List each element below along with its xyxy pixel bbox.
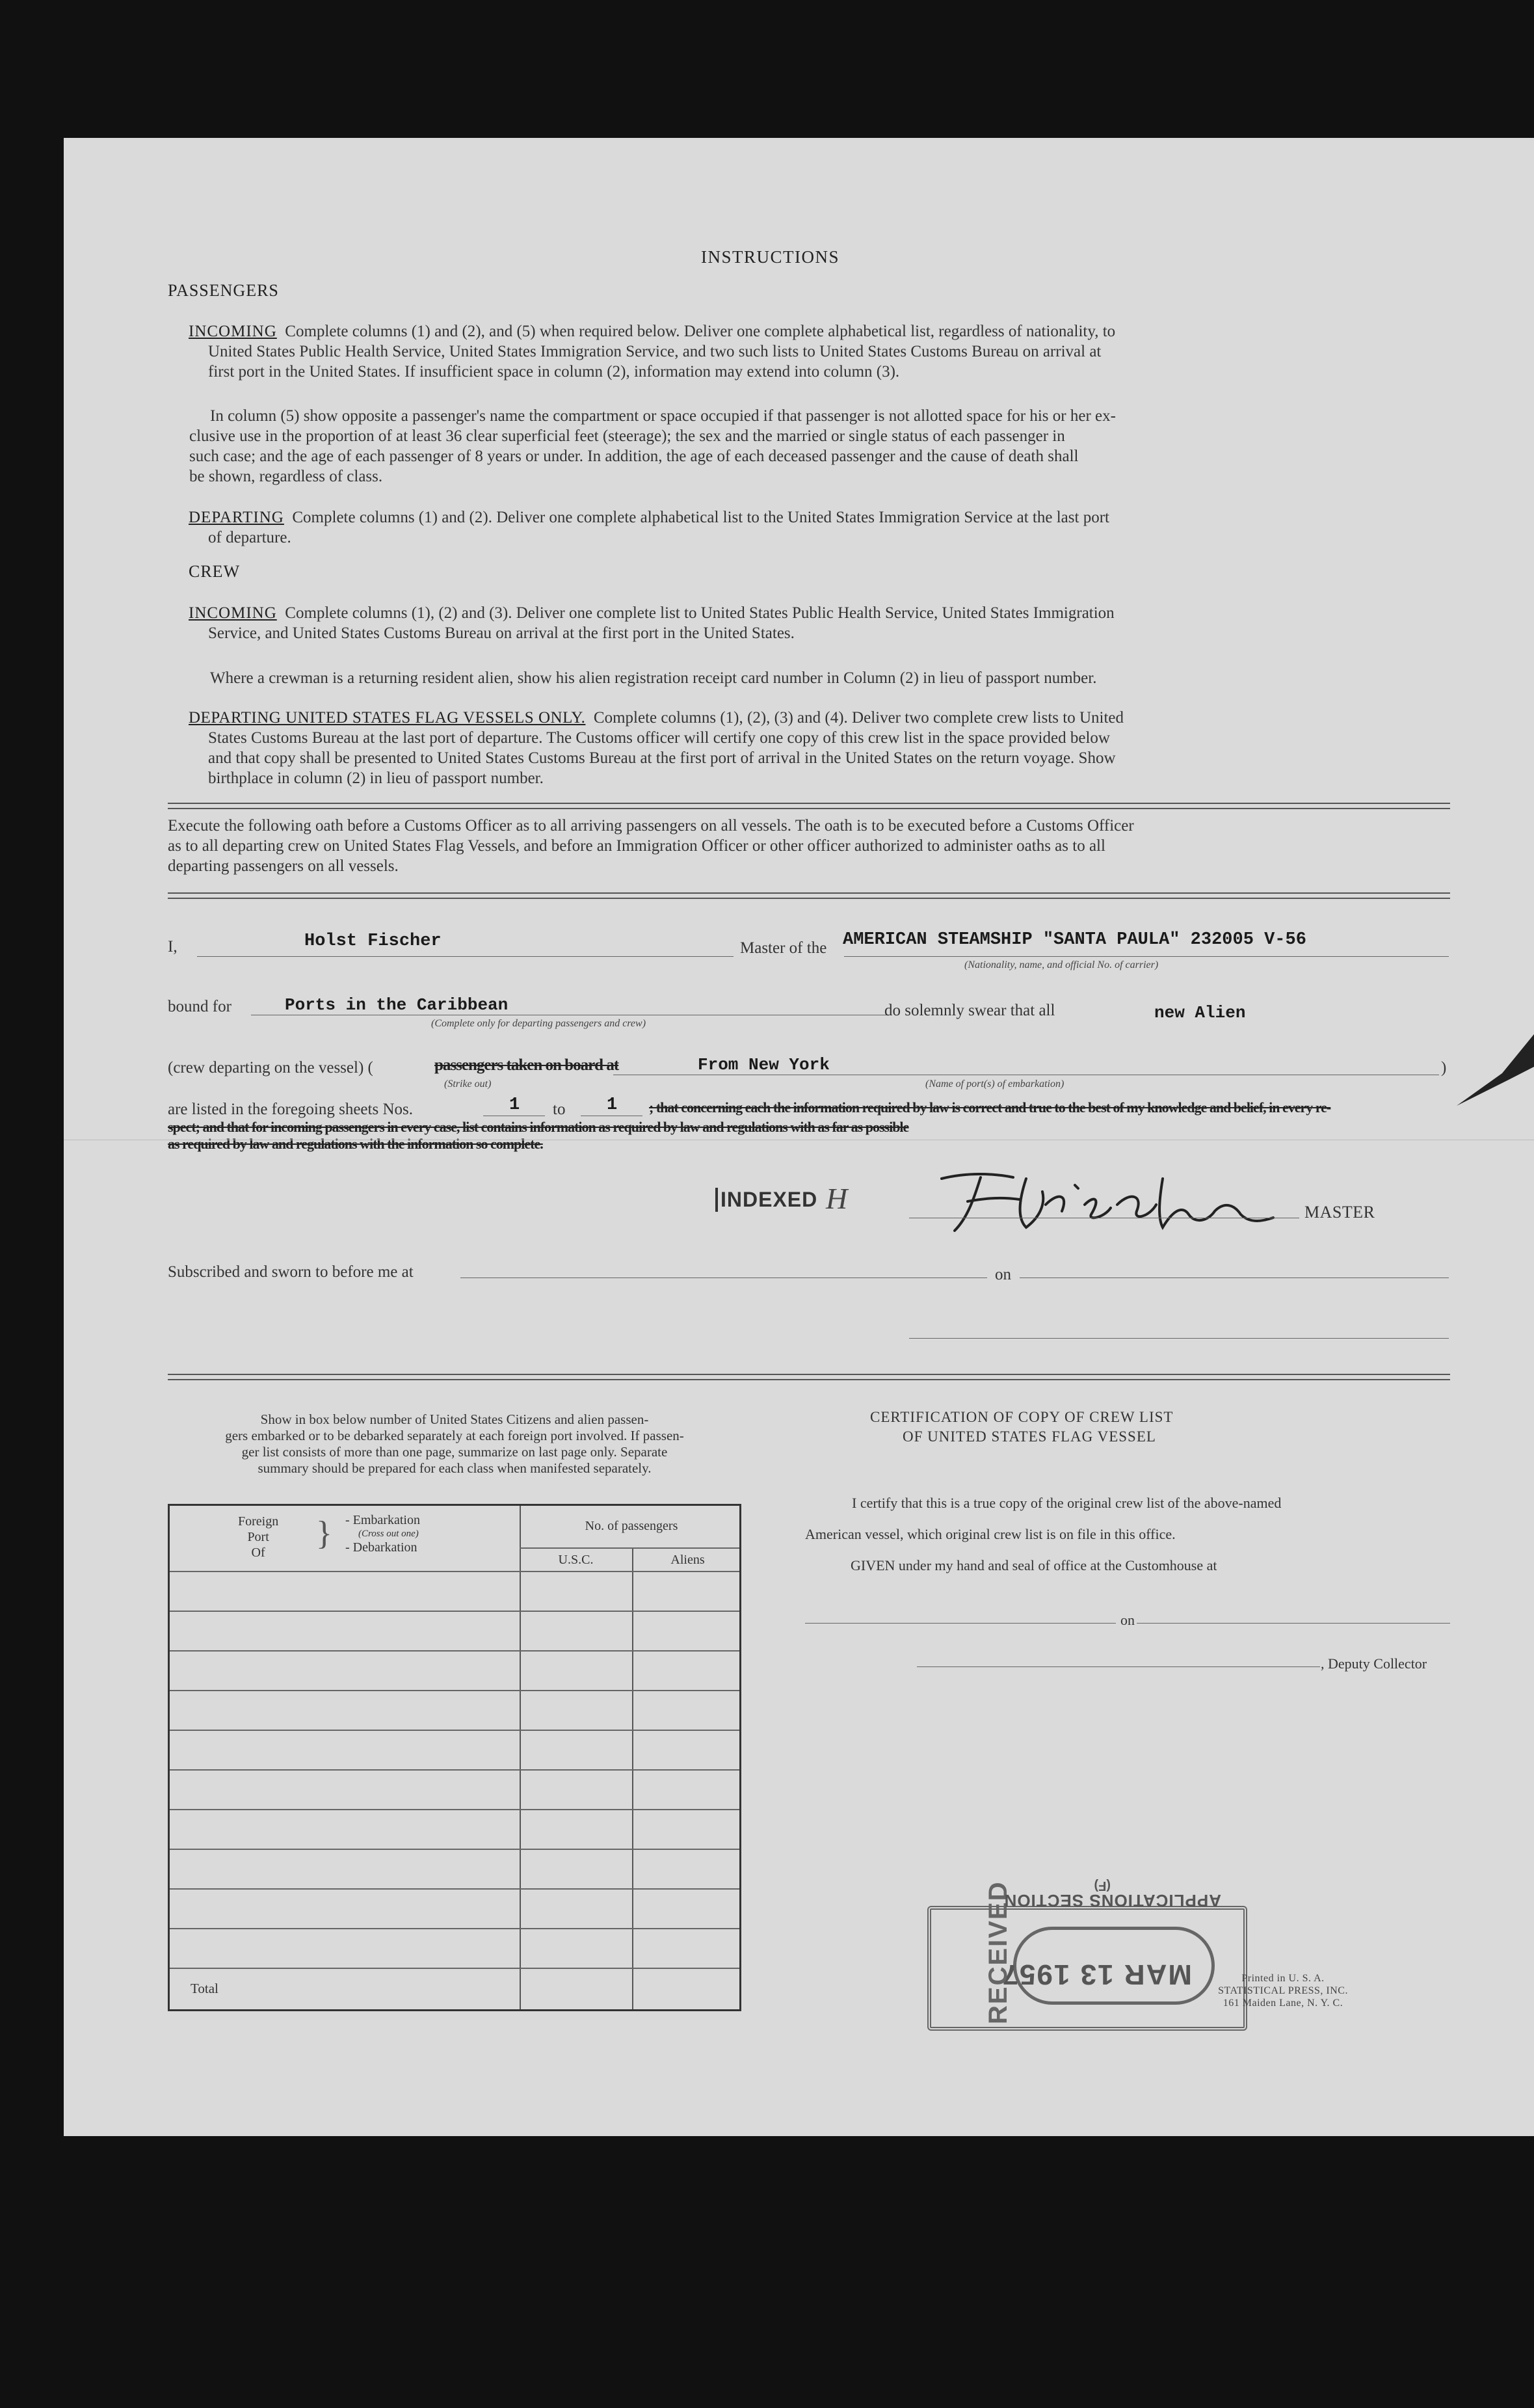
text-line: Printed in U. S. A. [1241,1973,1325,1984]
divider [168,898,1450,899]
column-divider [632,1547,633,2009]
certification-title [870,1408,1455,1447]
master-signature [929,1166,1280,1237]
passengers-departing-paragraph [189,507,1424,548]
text-line: clusive use in the proportion of at least 36 clear superficial feet (steerage); the sex and the married or single status of each passenger in [189,427,1065,445]
table-row [170,1769,739,1771]
brace-icon: } [316,1515,332,1552]
crew-incoming-paragraph [189,603,1424,643]
text-line: Execute the following oath before a Customs Officer as to all arriving passengers on all vessels. The oath is to be executed before a Customs Officer [168,817,1134,835]
certification-on-label: on [1120,1612,1135,1628]
stamp-section-code: (F) [1094,1879,1111,1893]
text-line: CERTIFICATION OF COPY OF CREW LIST [870,1409,1174,1425]
table-row [170,1968,739,1969]
column5-paragraph [189,406,1426,487]
crew-resident-text: Where a crewman is a returning resident alien, show his alien registration receipt card number in Column (2) in lieu of passport number. [210,669,1097,687]
vessel-name[interactable]: AMERICAN STEAMSHIP "SANTA PAULA" 232005 V-56 [843,930,1306,950]
header-foreign-port [238,1514,278,1560]
table-row [170,1730,739,1731]
text-line: birthplace in column (2) in lieu of passport number. [208,769,544,787]
indexed-stamp: INDEXED [715,1188,817,1212]
bound-caption: (Complete only for departing passengers and crew) [431,1018,646,1029]
summary-instructions [168,1411,741,1477]
crew-departing-label: (crew departing on the vessel) ( [168,1059,373,1077]
header-usc: U.S.C. [558,1553,594,1567]
header-divider [170,1571,739,1572]
divider [168,1379,1450,1380]
text-line: United States Public Health Service, United States Immigration Service, and two such lists to United States Customs Bureau on arrival at [208,343,1102,360]
text-line: be shown, regardless of class. [189,468,383,485]
struck-line: ; that concerning each the information required by law is correct and true to the best of my knowledge and belief, in every re- [649,1099,1331,1116]
sheet-from[interactable]: 1 [509,1095,520,1115]
text-line: departing passengers on all vessels. [168,857,399,875]
text-line: as to all departing crew on United States Flag Vessels, and before an Immigration Officer or other officer authorized to administer oaths as to all [168,837,1105,855]
deputy-collector-label: , Deputy Collector [1321,1655,1427,1672]
text-line: Show in box below number of United States Citizens and alien passen- [260,1411,649,1427]
strike-caption: (Strike out) [444,1078,492,1090]
table-row [170,1611,739,1612]
text-line: - Debarkation [345,1540,417,1555]
text-line: summary should be prepared for each class when manifested separately. [258,1460,652,1476]
crew-heading: CREW [189,562,241,581]
text-line: gers embarked or to be debarked separately at each foreign port involved. If passen- [225,1428,684,1443]
master-of-label: Master of the [740,939,827,957]
crew-incoming-label: INCOMING [189,604,277,622]
instructions-title: INSTRUCTIONS [701,247,840,267]
officer-signature-line [909,1338,1449,1339]
text-line: first port in the United States. If insufficient space in column (2), information may extend into column (3). [208,363,900,381]
text-line: American vessel, which original crew list is on file in this office. [805,1526,1176,1542]
stamp-word: RECEIVED [984,1880,1012,2024]
struck-line: spect; and that for incoming passengers in every case, list contains information as required by law and regulations with as far as possible [168,1119,909,1135]
to-label: to [553,1101,566,1118]
text-line: Complete columns (1), (2), (3) and (4). Deliver two complete crew lists to United [593,709,1124,727]
embarkation-value[interactable]: From New York [698,1055,830,1075]
customhouse-line [805,1623,1116,1624]
master-name-line [197,956,734,957]
divider [168,892,1450,894]
subscribed-on-label: on [995,1266,1011,1283]
table-row [170,1928,739,1929]
crew-departing-paragraph [189,708,1424,788]
oath-i-label: I, [168,938,178,956]
text-line: Complete columns (1), (2) and (3). Deliver one complete list to United States Public Health Service, United States Immigration [285,604,1115,622]
deputy-collector-line [917,1666,1320,1667]
close-paren: ) [1441,1059,1447,1077]
bound-for-value[interactable]: Ports in the Caribbean [285,995,509,1015]
table-row [170,1849,739,1850]
header-num-passengers: No. of passengers [585,1519,678,1533]
vessel-line [844,956,1449,957]
passengers-incoming-paragraph [189,321,1424,382]
document-sheet [64,138,1534,2136]
table-row [170,1809,739,1810]
text-line: - Embarkation [345,1513,420,1527]
printer-imprint [1169,1972,1397,2009]
swear-label: do solemnly swear that all [884,1002,1055,1019]
text-line: Service, and United States Customs Bureau on arrival at the first port in the United States. [208,624,795,642]
text-line: OF UNITED STATES FLAG VESSEL [903,1428,1156,1445]
text-line: and that copy shall be presented to United States Customs Bureau at the first port of arrival in the United States on the return voyage. Show [208,749,1116,767]
sheet-to[interactable]: 1 [607,1095,618,1115]
sheets-label: are listed in the foregoing sheets Nos. [168,1101,413,1118]
text-line: GIVEN under my hand and seal of office at the Customhouse at [851,1557,1217,1573]
divider [168,808,1450,809]
master-label: MASTER [1304,1203,1375,1222]
text-line: ger list consists of more than one page, summarize on last page only. Separate [241,1444,668,1460]
text-line: Port [247,1530,269,1544]
swear-value[interactable]: new Alien [1154,1003,1246,1023]
vessel-caption: (Nationality, name, and official No. of carrier) [964,959,1159,970]
certification-date-line [1137,1623,1450,1624]
oath-instructions [168,816,1452,876]
passengers-incoming-label: INCOMING [189,323,277,340]
header-subdivider [520,1547,739,1549]
header-embark-debark [345,1512,420,1555]
master-name[interactable]: Holst Fischer [304,931,442,951]
struck-line: as required by law and regulations with the information so complete. [168,1136,543,1152]
text-line: In column (5) show opposite a passenger's name the compartment or space occupied if that passenger is not allotted space for his or her ex- [210,407,1116,425]
text-line: of departure. [208,529,291,546]
divider [168,803,1450,804]
total-label: Total [191,1981,218,1996]
passengers-struck: passengers taken on board at [434,1056,619,1074]
bound-for-label: bound for [168,998,231,1015]
text-line: such case; and the age of each passenger of 8 years or under. In addition, the age of each deceased passenger and the cause of death shall [189,448,1079,465]
text-line: (Cross out one) [358,1529,419,1539]
table-row [170,1888,739,1890]
text-line: STATISTICAL PRESS, INC. [1218,1985,1348,1996]
subscribed-label: Subscribed and sworn to before me at [168,1263,414,1281]
text-line: States Customs Bureau at the last port of departure. The Customs officer will certify one copy of this crew list in the space provided below [208,729,1110,747]
table-row [170,1690,739,1691]
certification-text [805,1494,1449,1575]
crew-departing-label: DEPARTING UNITED STATES FLAG VESSELS ONLY. [189,709,586,727]
text-line: Foreign [238,1514,279,1529]
passenger-summary-table [168,1504,741,2011]
stamp-section: APPLICATIONS SECTION [1003,1891,1221,1910]
text-line: Of [251,1545,265,1560]
indexed-initial: H [826,1182,848,1215]
text-line: I certify that this is a true copy of the original crew list of the above-named [852,1495,1282,1511]
torn-corner-icon [1457,1021,1534,1112]
embarkation-caption: (Name of port(s) of embarkation) [925,1078,1065,1090]
divider [168,1374,1450,1375]
column-divider [520,1506,521,2009]
header-aliens: Aliens [670,1553,705,1567]
table-row [170,1650,739,1652]
passengers-heading: PASSENGERS [168,281,279,300]
text-line: Complete columns (1) and (2), and (5) when required below. Deliver one complete alphabetical list, regardless of nationality, to [285,323,1116,340]
stamp-date: MAR 13 1957 [1001,1959,1192,1990]
text-line: Complete columns (1) and (2). Deliver one complete alphabetical list to the United States Immigration Service at the last port [292,509,1109,526]
text-line: 161 Maiden Lane, N. Y. C. [1223,1998,1343,2009]
passengers-departing-label: DEPARTING [189,509,284,526]
